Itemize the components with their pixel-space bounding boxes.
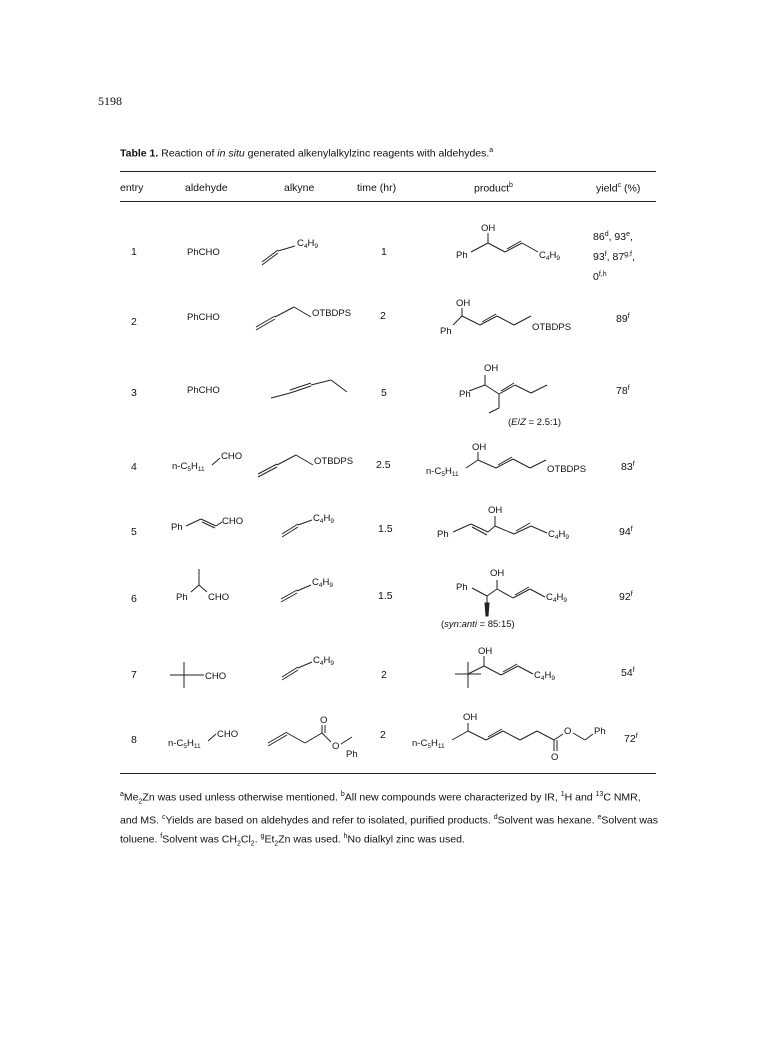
product-6-c4h9: $C_4H_9$ — [546, 592, 567, 604]
product-5-c4h9: $C_4H_9$ — [548, 529, 569, 541]
footnotes: $^aMe_2Zn$ was used unless otherwise mentioned. $^b$All new compounds were characterized by IR, $^1$H and $^{13}$C NMR, and MS. $^c$Yields are based on aldehydes and refer to isolated, purified products. $^d$Solvent was hexane. $^e$Solvent was toluene. $^f$Solvent was $CH_2Cl_2$. $^gEt_2Zn$ was used. $^h$No dialkyl zinc was used. — [120, 791, 659, 848]
bottom-rule — [120, 773, 656, 774]
product-4-nc5h11: $n-C_5H_{11}$ — [426, 466, 459, 478]
yield-6: 92$^f$ — [619, 591, 633, 603]
entry-2: 2 — [131, 316, 137, 328]
product-6-ratio: (syn:anti = 85:15) — [441, 619, 515, 630]
alkyne-8 — [268, 725, 352, 746]
aldehyde-5-cho: CHO — [222, 516, 244, 527]
product-5-ph: Ph — [437, 529, 449, 540]
time-4: 2.5 — [376, 459, 391, 471]
yield-1-line-1: 86$^d$, 93e, — [593, 231, 633, 243]
product-3-ph: Ph — [459, 389, 471, 400]
alkyne-7-c4h9: $C_4H_9$ — [313, 655, 334, 667]
aldehyde-3-phcho: PhCHO — [187, 385, 220, 396]
header-aldehyde: aldehyde — [185, 182, 228, 194]
product-2-oh: OH — [456, 298, 471, 309]
product-8 — [452, 723, 593, 751]
product-1-c4h9: $C_4H_9$ — [539, 250, 560, 262]
aldehyde-8-cho: CHO — [217, 729, 239, 740]
time-8: 2 — [380, 729, 386, 741]
caption-text-after: generated alkenylalkylzinc reagents with aldehydes. — [244, 147, 490, 160]
product-4 — [466, 452, 546, 468]
time-5: 1.5 — [378, 523, 393, 535]
aldehyde-6-ph: Ph — [176, 592, 188, 603]
entry-4: 4 — [131, 461, 137, 473]
product-6-oh: OH — [490, 568, 505, 579]
product-7-c4h9: $C_4H_9$ — [534, 670, 555, 682]
entry-3: 3 — [131, 387, 137, 399]
aldehyde-6 — [191, 569, 207, 592]
entry-1: 1 — [131, 246, 137, 258]
yield-4: 83$^f$ — [621, 461, 635, 473]
alkyne-8-o-ester: O — [332, 741, 340, 752]
yield-5: 94$^f$ — [619, 526, 633, 538]
alkyne-4-otbdps: OTBDPS — [314, 456, 354, 467]
table-label: Table 1. — [120, 147, 159, 160]
product-1 — [471, 233, 538, 252]
header-alkyne: alkyne — [284, 182, 315, 194]
header-product-mark: b — [509, 182, 513, 189]
product-1-oh: OH — [481, 223, 496, 234]
alkyne-8-o-carbonyl: O — [320, 715, 328, 726]
time-2: 2 — [380, 310, 386, 322]
product-8-o-carbonyl: O — [551, 752, 559, 763]
alkyne-6-c4h9: $C_4H_9$ — [312, 577, 333, 589]
alkyne-1 — [262, 246, 295, 265]
product-6 — [472, 580, 545, 603]
yield-7: 54$^f$ — [621, 667, 635, 679]
product-4-oh: OH — [472, 442, 487, 453]
caption-note-mark: a — [489, 147, 494, 154]
product-1-ph: Ph — [456, 250, 468, 261]
yield-1-line-2: 93$^f$, 87$^{g,f}$, — [593, 251, 635, 263]
product-2 — [453, 308, 531, 325]
alkyne-5-c4h9: $C_4H_9$ — [313, 513, 334, 525]
header-yield-text: yield — [596, 182, 618, 195]
entry-5: 5 — [131, 526, 137, 538]
aldehyde-2-phcho: PhCHO — [187, 312, 220, 323]
alkyne-1-c4h9: $C_4H_9$ — [297, 238, 318, 250]
product-6-ph: Ph — [456, 582, 468, 593]
product-3 — [469, 375, 547, 413]
product-2-ph: Ph — [440, 326, 452, 337]
aldehyde-5 — [186, 519, 222, 528]
header-yield-unit: (%) — [621, 182, 641, 195]
aldehyde-5-ph: Ph — [171, 522, 183, 533]
product-3-oh: OH — [484, 363, 499, 374]
alkyne-2 — [256, 307, 311, 330]
product-4-otbdps: OTBDPS — [547, 464, 587, 475]
alkyne-3 — [271, 380, 347, 398]
product-8-nc5h11: $n-C_5H_{11}$ — [412, 738, 445, 750]
header-time: time (hr) — [357, 182, 397, 194]
product-5 — [453, 516, 547, 535]
alkyne-7 — [282, 662, 312, 680]
alkyne-4 — [258, 455, 313, 477]
aldehyde-6-cho: CHO — [208, 592, 230, 603]
product-7-oh: OH — [478, 646, 493, 657]
product-3-ez: (E/Z = 2.5:1) — [508, 417, 562, 428]
page-number: 5198 — [98, 94, 122, 108]
time-1: 1 — [381, 246, 387, 258]
entry-7: 7 — [131, 669, 137, 681]
yield-3: 78$^f$ — [616, 385, 630, 397]
product-8-ph: Ph — [594, 726, 606, 737]
aldehyde-7 — [170, 662, 204, 688]
caption-text-before: Reaction of — [161, 147, 218, 160]
entry-6: 6 — [131, 593, 137, 605]
product-5-oh: OH — [488, 505, 503, 516]
header-yield-mark: c — [617, 182, 622, 189]
alkyne-6 — [281, 585, 311, 602]
time-3: 5 — [381, 387, 387, 399]
header-product-text: product — [474, 182, 510, 195]
product-8-oh: OH — [463, 712, 478, 723]
time-6: 1.5 — [378, 590, 393, 602]
time-7: 2 — [381, 669, 387, 681]
yield-8: 72$^f$ — [624, 733, 638, 745]
yield-2: 89$^f$ — [616, 313, 630, 325]
alkyne-5 — [282, 520, 312, 537]
caption-text-italic: in situ — [217, 147, 245, 160]
yield-1-line-3: 0$^{f,h}$ — [593, 271, 607, 283]
aldehyde-4-nc5h11: $n-C_5H_{11}$ — [172, 461, 205, 473]
entry-8: 8 — [131, 734, 137, 746]
product-2-otbdps: OTBDPS — [532, 322, 572, 333]
aldehyde-4-cho: CHO — [221, 451, 243, 462]
alkyne-2-otbdps: OTBDPS — [312, 308, 352, 319]
aldehyde-7-cho: CHO — [205, 671, 227, 682]
alkyne-8-ph: Ph — [346, 749, 358, 760]
product-8-o-ester: O — [564, 726, 572, 737]
aldehyde-1-phcho: PhCHO — [187, 247, 220, 258]
product-7 — [455, 656, 533, 688]
header-entry: entry — [120, 182, 144, 194]
aldehyde-8-nc5h11: $n-C_5H_{11}$ — [168, 738, 201, 750]
